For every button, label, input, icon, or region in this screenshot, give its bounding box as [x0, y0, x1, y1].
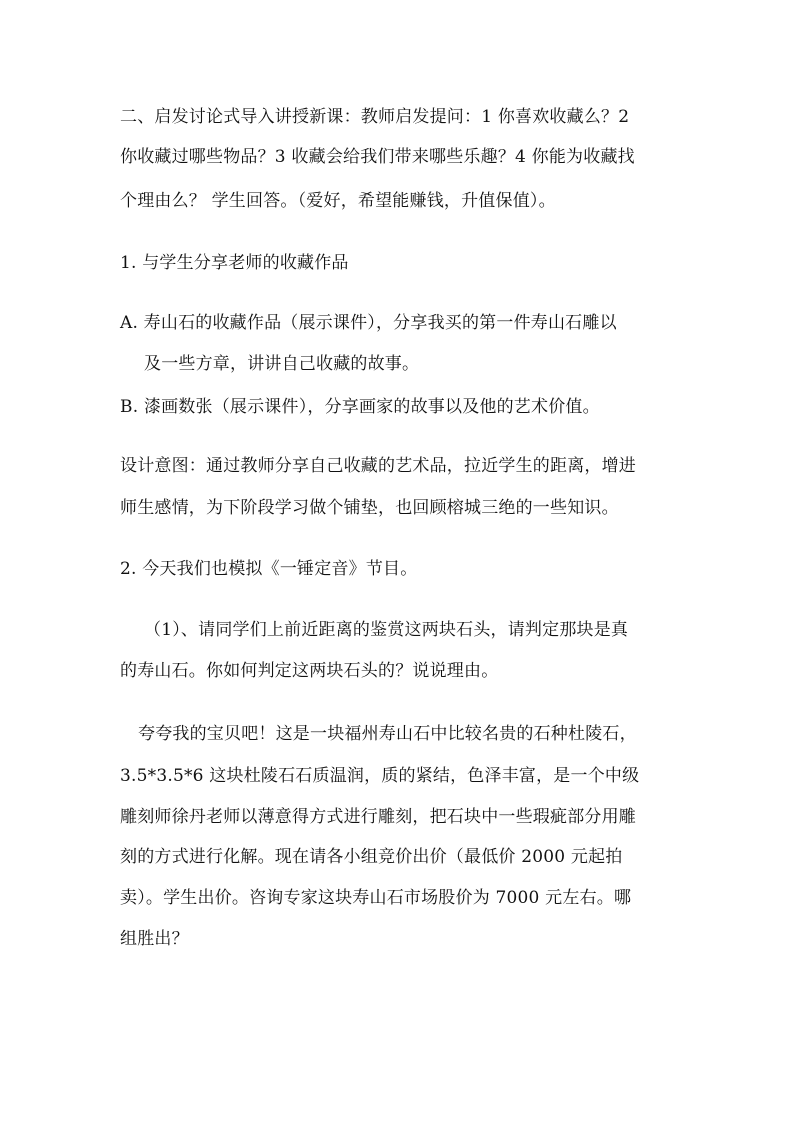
text-line: 夸夸我的宝贝吧！这是一块福州寿山石中比较名贵的石种杜陵石， [138, 724, 637, 744]
text-line: 及一些方章，讲讲自己收藏的故事。 [144, 354, 420, 374]
text-line: （1）、请同学们上前近距离的鉴赏这两块石头，请判定那块是真 [144, 620, 629, 640]
text-line: 你收藏过哪些物品？3 收藏会给我们带来哪些乐趣？4 你能为收藏找 [120, 147, 635, 167]
text-line: 设计意图：通过教师分享自己收藏的艺术品，拉近学生的距离，增进 [120, 456, 636, 476]
text-line: B. 漆画数张（展示课件），分享画家的故事以及他的艺术价值。 [120, 397, 600, 417]
text-line: 刻的方式进行化解。现在请各小组竞价出价（最低价 2000 元起拍 [120, 847, 623, 867]
text-line: 1. 与学生分享老师的收藏作品 [120, 253, 349, 273]
text-line: 3.5*3.5*6 这块杜陵石石质温润，质的紧结，色泽丰富，是一个中级 [120, 766, 640, 786]
text-line: A. 寿山石的收藏作品（展示课件），分享我买的第一件寿山石雕以 [120, 313, 617, 333]
text-line: 师生感情，为下阶段学习做个铺垫，也回顾榕城三绝的一些知识。 [120, 498, 619, 518]
text-line: 卖）。学生出价。咨询专家这块寿山石市场股价为 7000 元左右。哪 [120, 888, 632, 908]
text-line: 的寿山石。你如何判定这两块石头的？说说理由。 [120, 661, 499, 681]
text-line: 二、启发讨论式导入讲授新课：教师启发提问：1 你喜欢收藏么？2 [120, 107, 630, 127]
text-line: 组胜出？ [120, 929, 189, 949]
text-line: 个理由么？ 学生回答。（爱好，希望能赚钱，升值保值）。 [120, 191, 556, 211]
text-line: 雕刻师徐丹老师以薄意得方式进行雕刻，把石块中一些瑕疵部分用雕 [120, 807, 636, 827]
text-line: 2. 今天我们也模拟《一锤定音》节目。 [120, 559, 418, 579]
